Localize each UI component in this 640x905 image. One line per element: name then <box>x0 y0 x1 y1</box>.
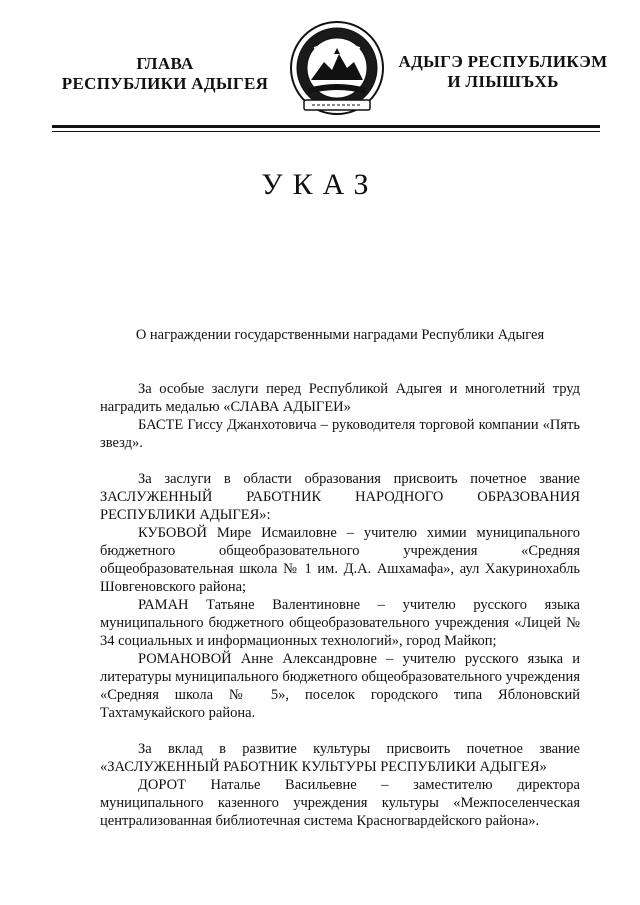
awardee-4: РОМАНОВОЙ Анне Александровне – учителю русского языка и литературы муниципального бюджетного общеобразовательного учреждения «Средняя школа № 5», поселок городского типа Яблоновский Тахтамукайского района. <box>100 651 580 721</box>
section-3-intro: За вклад в развитие культуры присвоить почетное звание «ЗАСЛУЖЕННЫЙ РАБОТНИК КУЛЬТУРЫ РЕСПУБЛИКИ АДЫГЕЯ» <box>100 741 580 775</box>
awardee-5: ДОРОТ Наталье Васильевне – заместителю директора муниципального казенного учреждения культуры «Межпоселенческая централизованная библиотечная система Красногвардейского района». <box>100 777 580 829</box>
coat-of-arms-emblem <box>284 18 390 118</box>
header-right <box>398 52 608 92</box>
awardee-2: КУБОВОЙ Мире Исмаиловне – учителю химии муниципального бюджетного общеобразовательного учреждения «Средняя общеобразовательная школа № 1 им. Д.А. Ашхамафа», аул Хакуринохабль Шовгеновского района; <box>100 525 580 595</box>
header-rule-thick <box>52 125 600 128</box>
header-right-line1: АДЫГЭ РЕСПУБЛИКЭМ <box>398 52 608 71</box>
header-right-line2: И ЛІЫШЪХЬ <box>447 72 559 91</box>
awardee-1: БАСТЕ Гиссу Джанхотовича – руководителя торговой компании «Пять звезд». <box>100 417 580 451</box>
header-left-line1: ГЛАВА <box>136 54 194 73</box>
decree-subject: О награждении государственными наградами Республики Адыгея <box>135 327 545 343</box>
section-2-intro: За заслуги в области образования присвоить почетное звание ЗАСЛУЖЕННЫЙ РАБОТНИК НАРОДНОГО ОБРАЗОВАНИЯ РЕСПУБЛИКИ АДЫГЕЯ»: <box>100 471 580 523</box>
awardee-3: РАМАН Татьяне Валентиновне – учителю русского языка муниципального бюджетного общеобразовательного учреждения «Лицей № 34 социальных и информационных технологий», город Майкоп; <box>100 597 580 649</box>
document-title: УКАЗ <box>261 168 379 201</box>
header-left <box>40 54 290 94</box>
decree-body <box>100 380 580 830</box>
section-1-intro: За особые заслуги перед Республикой Адыгея и многолетний труд наградить медалью «СЛАВА АДЫГЕИ» <box>100 381 580 415</box>
header-left-line2: РЕСПУБЛИКИ АДЫГЕЯ <box>61 74 269 93</box>
header-rule-thin <box>52 131 600 132</box>
